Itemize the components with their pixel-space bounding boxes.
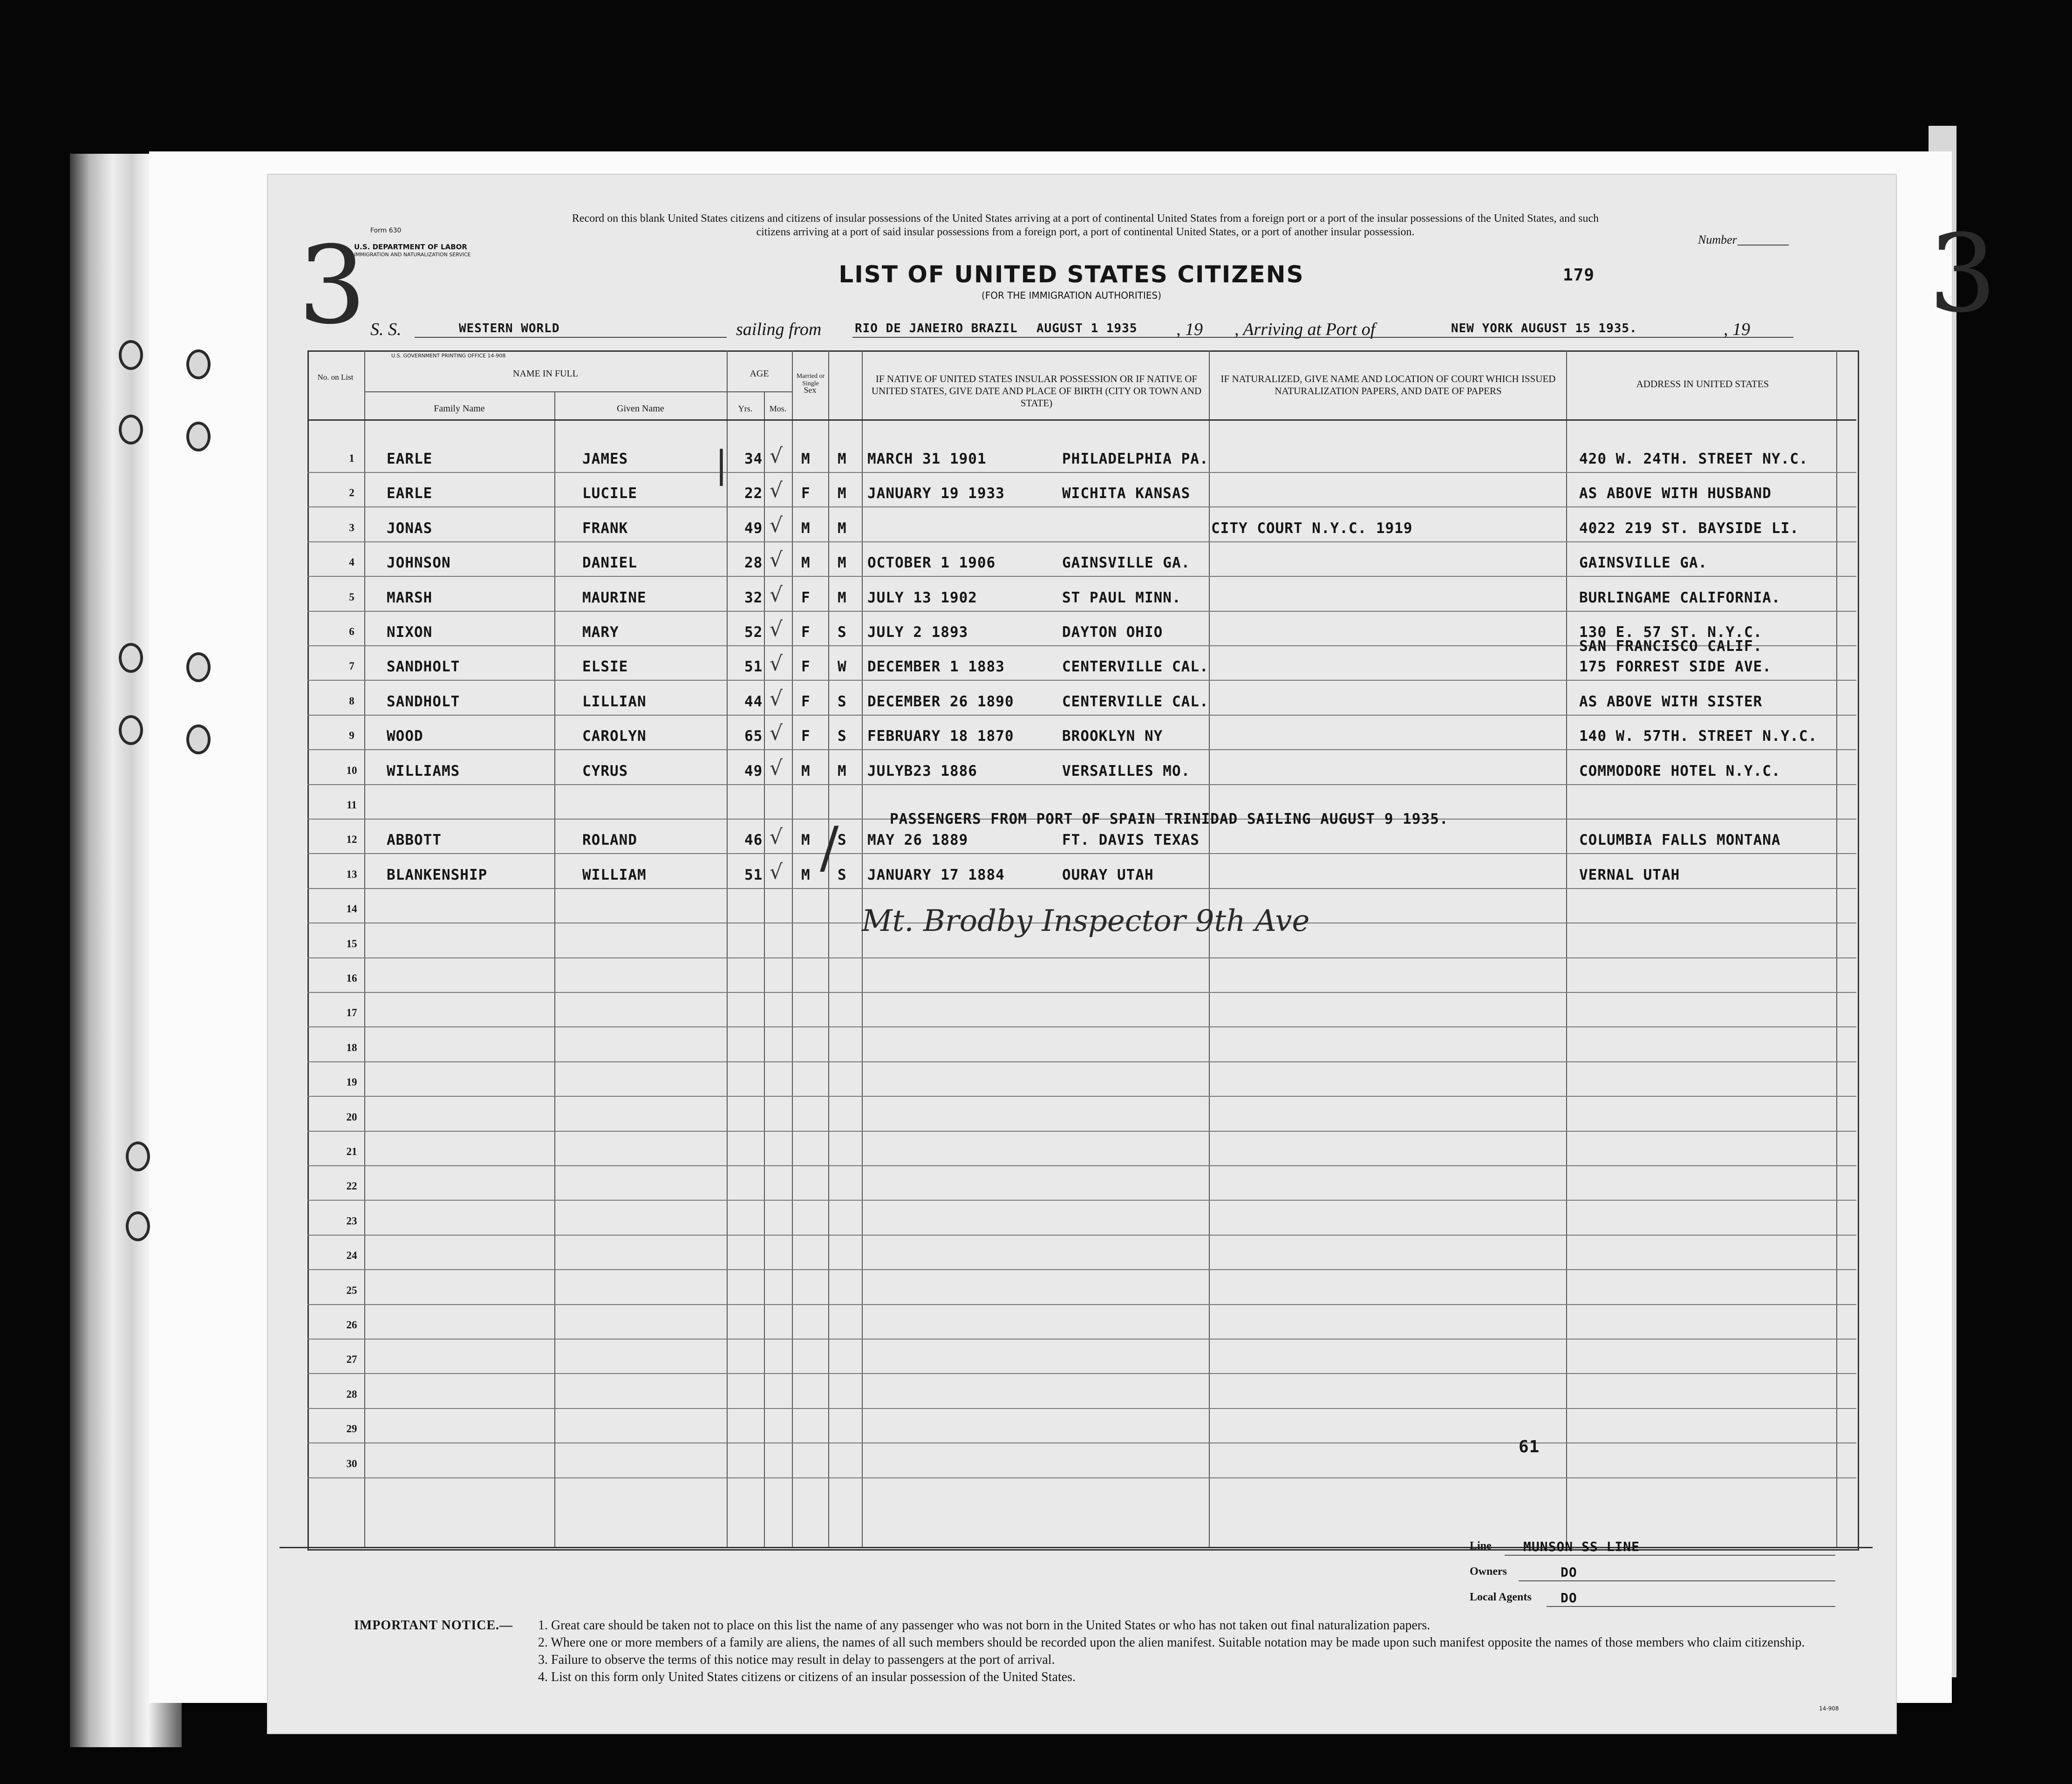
- cell-given: ELSIE: [582, 658, 628, 676]
- header-bottom-rule: [307, 419, 1856, 421]
- owners-fill: [1519, 1580, 1835, 1581]
- row-rule: [307, 1235, 1856, 1236]
- notice-item-2: 2. Where one or more members of a family are aliens, the names of all such members should be recorded upon the alien manifest. Suitable notation may be made upon such manifest opposite the names of those members who claim citizenship.: [538, 1635, 1805, 1650]
- line-value: MUNSON SS LINE: [1523, 1539, 1640, 1554]
- row-number: 1: [349, 452, 354, 464]
- header-no: No. on List: [317, 373, 354, 382]
- row-number: 22: [346, 1180, 357, 1192]
- cell-age: 51: [744, 658, 763, 676]
- check-mark: √: [770, 721, 783, 745]
- check-mark: √: [770, 617, 783, 641]
- punch-hole: [126, 1211, 150, 1241]
- row-rule: [307, 1373, 1856, 1374]
- cell-age: 28: [744, 554, 763, 572]
- cell-family: ABBOTT: [387, 832, 442, 849]
- ss-label: S. S.: [370, 320, 402, 339]
- cell-sex: M: [801, 451, 811, 467]
- cell-bplace: DAYTON OHIO: [1062, 624, 1163, 641]
- cell-bdate: DECEMBER 1 1883: [867, 658, 1005, 676]
- cell-bdate: JULY 13 1902: [867, 589, 977, 606]
- row-number: 5: [349, 591, 354, 603]
- cell-addr: 420 W. 24TH. STREET NY.C.: [1579, 451, 1808, 467]
- owners-value: DO: [1561, 1565, 1577, 1580]
- cell-family: SANDHOLT: [387, 693, 460, 710]
- col-divider: [828, 350, 829, 1548]
- col-divider: [1566, 350, 1567, 1548]
- printing-note: U.S. GOVERNMENT PRINTING OFFICE 14-908: [391, 353, 506, 359]
- check-mark: √: [770, 444, 783, 468]
- check-mark: |: [715, 443, 728, 486]
- department-name: U.S. DEPARTMENT OF LABOR: [354, 243, 467, 251]
- row-rule: [307, 1165, 1856, 1166]
- cell-ms: S: [838, 693, 847, 710]
- cell-family: WILLIAMS: [387, 762, 460, 779]
- check-mark: √: [770, 582, 783, 607]
- row-number: 8: [349, 695, 354, 707]
- row-number: 14: [346, 903, 357, 915]
- header-birth: IF NATIVE OF UNITED STATES INSULAR POSSESSION OR IF NATIVE OF UNITED STATES, GIVE DATE AND PLACE OF BIRTH (CITY OR TOWN AND STATE): [871, 373, 1202, 409]
- row-rule: [307, 888, 1856, 889]
- cell-addr: 175 FORREST SIDE AVE.: [1579, 658, 1772, 676]
- cell-family: EARLE: [387, 485, 433, 502]
- row-rule: [307, 1131, 1856, 1132]
- cell-addr: COLUMBIA FALLS MONTANA: [1579, 832, 1781, 849]
- cell-addr: COMMODORE HOTEL N.Y.C.: [1579, 762, 1781, 779]
- header-age: AGE: [750, 369, 769, 379]
- header-married: Married or Single: [796, 373, 825, 387]
- cell-addr: GAINSVILLE GA.: [1579, 554, 1708, 572]
- cell-family: MARSH: [387, 589, 433, 606]
- cell-ms: S: [838, 728, 847, 745]
- ship-line: [415, 337, 727, 338]
- cell-bplace: CENTERVILLE CAL.: [1062, 658, 1209, 676]
- departure-port: RIO DE JANEIRO BRAZIL: [855, 321, 1018, 335]
- number-label: Number: [1698, 233, 1737, 246]
- header-sex: Sex: [804, 385, 817, 395]
- cell-given: MARY: [582, 624, 619, 641]
- header-address: ADDRESS IN UNITED STATES: [1636, 378, 1769, 390]
- row-rule: [307, 784, 1856, 785]
- header-subrule: [364, 391, 792, 392]
- check-mark: √: [770, 825, 783, 849]
- notice-item-1: 1. Great care should be taken not to place on this list the name of any passenger who was not born in the United States or who has not taken out final naturalization papers.: [538, 1618, 1431, 1633]
- cell-family: NIXON: [387, 624, 433, 641]
- col-divider: [764, 391, 765, 1548]
- cell-bplace: CENTERVILLE CAL.: [1062, 693, 1209, 710]
- cell-given: FRANK: [582, 519, 628, 537]
- row-number: 9: [349, 730, 354, 742]
- row-rule: [307, 472, 1856, 473]
- cell-family: WOOD: [387, 728, 423, 745]
- cell-family: SANDHOLT: [387, 658, 460, 676]
- header-name-in-full: NAME IN FULL: [513, 369, 578, 379]
- cell-given: CYRUS: [582, 762, 628, 779]
- arrival-port-date: NEW YORK AUGUST 15 1935.: [1451, 321, 1637, 335]
- punch-hole: [186, 422, 211, 451]
- row-number: 13: [346, 868, 357, 880]
- check-mark: √: [770, 478, 783, 503]
- page-title: LIST OF UNITED STATES CITIZENS: [838, 261, 1304, 288]
- cell-given: DANIEL: [582, 554, 637, 572]
- cell-sex: M: [801, 762, 811, 779]
- row-rule: [307, 1096, 1856, 1097]
- notice-heading: IMPORTANT NOTICE.—: [354, 1618, 513, 1633]
- punch-hole: [119, 340, 143, 370]
- row-number: 27: [346, 1353, 357, 1366]
- cell-bplace: WICHITA KANSAS: [1062, 485, 1191, 502]
- notice-item-4: 4. List on this form only United States citizens or citizens of an insular possession of the United States.: [538, 1670, 1076, 1684]
- cell-family: EARLE: [387, 451, 433, 467]
- row-number: 23: [346, 1215, 357, 1227]
- col-divider: [554, 391, 555, 1548]
- row-number: 30: [346, 1457, 357, 1470]
- cell-bdate: JANUARY 17 1884: [867, 866, 1005, 883]
- row-rule: [307, 957, 1856, 958]
- cell-addr: VERNAL UTAH: [1579, 866, 1680, 883]
- row-number: 18: [346, 1041, 357, 1053]
- row-number: 28: [346, 1388, 357, 1400]
- cell-age: 32: [744, 589, 763, 606]
- row-rule: [307, 715, 1856, 716]
- cell-bplace: BROOKLYN NY: [1062, 728, 1163, 745]
- cell-sex: F: [801, 589, 811, 606]
- row-rule: [307, 506, 1856, 507]
- row-number: 3: [349, 521, 354, 533]
- punch-hole: [119, 643, 143, 673]
- cell-family: JOHNSON: [387, 554, 451, 572]
- row-rule: [307, 1026, 1856, 1027]
- cell-sex: M: [801, 519, 811, 537]
- punch-hole: [126, 1141, 150, 1171]
- cell-sex: F: [801, 728, 811, 745]
- row-rule: [307, 1339, 1856, 1340]
- row-number: 25: [346, 1284, 357, 1296]
- cell-age: 44: [744, 693, 763, 710]
- row-rule: [307, 541, 1856, 542]
- cell-age: 22: [744, 485, 763, 502]
- agents-value: DO: [1561, 1590, 1577, 1606]
- check-mark: √: [770, 513, 783, 537]
- page-count: 61: [1519, 1437, 1540, 1456]
- row-number: 6: [349, 626, 354, 637]
- check-mark: √: [770, 652, 783, 676]
- row-rule: [307, 749, 1856, 750]
- cell-age: 34: [744, 451, 763, 467]
- cell-given: MAURINE: [582, 589, 647, 606]
- form-number-handwritten: 3: [1929, 212, 1997, 336]
- cell-ms: S: [838, 866, 847, 883]
- check-mark: √: [770, 756, 783, 780]
- cell-bplace: ST PAUL MINN.: [1062, 589, 1181, 606]
- page-subtitle: (FOR THE IMMIGRATION AUTHORITIES): [981, 290, 1162, 301]
- form-code: 14-908: [1819, 1705, 1839, 1712]
- cell-sex: M: [801, 554, 811, 572]
- ship-name: WESTERN WORLD: [459, 321, 560, 335]
- cell-ms: M: [838, 554, 847, 572]
- agents-label: Local Agents: [1470, 1591, 1532, 1603]
- line-label: Line: [1470, 1540, 1492, 1552]
- cell-bdate: JULYB23 1886: [867, 762, 977, 779]
- row-rule: [307, 1477, 1856, 1478]
- punch-hole: [186, 349, 211, 379]
- cell-bplace: GAINSVILLE GA.: [1062, 554, 1191, 572]
- cell-bdate: MARCH 31 1901: [867, 451, 987, 467]
- cell-bdate: DECEMBER 26 1890: [867, 693, 1014, 710]
- cell-age: 52: [744, 624, 763, 641]
- margin-number: 3: [298, 224, 367, 348]
- agents-fill: [1547, 1606, 1835, 1607]
- col-divider: [1836, 350, 1837, 1548]
- cell-bplace: FT. DAVIS TEXAS: [1062, 832, 1200, 849]
- cell-ms: W: [838, 658, 847, 676]
- punch-hole: [119, 715, 143, 745]
- year-suffix-2: , 19: [1724, 320, 1750, 339]
- row-number: 7: [349, 660, 354, 672]
- cell-ms: M: [838, 519, 847, 537]
- row-rule: [307, 1304, 1856, 1305]
- cell-given: JAMES: [582, 451, 628, 467]
- department-block: [354, 244, 471, 258]
- cell-age: 49: [744, 519, 763, 537]
- number-line: [1738, 245, 1789, 246]
- cell-age: 51: [744, 866, 763, 883]
- row-rule: [307, 1269, 1856, 1270]
- cell-addr: BURLINGAME CALIFORNIA.: [1579, 589, 1781, 606]
- row-rule: [307, 1200, 1856, 1201]
- cell-sex: F: [801, 693, 811, 710]
- form-number: Form 630: [370, 227, 402, 234]
- cell-given: LILLIAN: [582, 693, 647, 710]
- cell-ms: S: [838, 832, 847, 849]
- arriving-label: , Arriving at Port of: [1234, 320, 1376, 339]
- cell-sex: F: [801, 658, 811, 676]
- cell-bplace: OURAY UTAH: [1062, 866, 1154, 883]
- cell-addr: 140 W. 57TH. STREET N.Y.C.: [1579, 728, 1818, 745]
- cell-ms: M: [838, 589, 847, 606]
- row-number: 2: [349, 487, 354, 499]
- record-instructions: Record on this blank United States citizens and citizens of insular possessions of the United States arriving at a port of continental United States from a foreign port or a port of the insular possessions of the United States, and such citizens arriving at a port of said insular possessions from a foreign port, a port of continental United States, or a port of another insular possession.: [572, 212, 1599, 238]
- row-number: 16: [346, 972, 357, 984]
- row-rule: [307, 611, 1856, 612]
- notice-item-3: 3. Failure to observe the terms of this notice may result in delay to passengers at the port of arrival.: [538, 1653, 1055, 1667]
- cell-ms: S: [838, 624, 847, 641]
- row-number: 20: [346, 1111, 357, 1123]
- col-divider: [1209, 350, 1210, 1548]
- col-divider: [862, 350, 863, 1548]
- row-number: 29: [346, 1423, 357, 1435]
- cell-given: LUCILE: [582, 485, 637, 502]
- handwritten-note: Mt. Brodby Inspector 9th Ave: [862, 904, 1310, 938]
- cell-bdate: MAY 26 1889: [867, 832, 968, 849]
- cell-sex: M: [801, 832, 811, 849]
- header-family-name: Family Name: [434, 403, 485, 414]
- cell-ms: M: [838, 762, 847, 779]
- important-notice: [354, 1617, 1845, 1686]
- row-rule: [307, 992, 1856, 993]
- row-rule: [307, 576, 1856, 577]
- cell-given: WILLIAM: [582, 866, 647, 883]
- cell-addr: 130 E. 57 ST. N.Y.C.: [1579, 624, 1763, 641]
- cell-sex: M: [801, 866, 811, 883]
- row-number: 15: [346, 937, 357, 950]
- punch-hole: [119, 415, 143, 444]
- cell-given: CAROLYN: [582, 728, 647, 745]
- cell-bdate: JANUARY 19 1933: [867, 485, 1005, 502]
- cell-age: 65: [744, 728, 763, 745]
- line-fill: [1505, 1555, 1835, 1556]
- check-mark: /: [820, 815, 839, 880]
- owners-label: Owners: [1470, 1565, 1507, 1578]
- cell-ms: M: [838, 485, 847, 502]
- cell-bdate: OCTOBER 1 1906: [867, 554, 996, 572]
- service-name: IMMIGRATION AND NATURALIZATION SERVICE: [354, 252, 471, 258]
- header-mos: Mos.: [769, 404, 787, 413]
- row-rule: [307, 1408, 1856, 1409]
- row-number: 21: [346, 1146, 357, 1157]
- header-naturalized: IF NATURALIZED, GIVE NAME AND LOCATION OF COURT WHICH ISSUED NATURALIZATION PAPERS, AND DATE OF PAPERS: [1220, 373, 1556, 396]
- sailing-label: sailing from: [736, 320, 822, 339]
- cell-addr-line2: SAN FRANCISCO CALIF.: [1579, 638, 1763, 655]
- cell-sex: F: [801, 485, 811, 502]
- row-number: 26: [346, 1319, 357, 1331]
- row-rule: [307, 680, 1856, 681]
- cell-addr: AS ABOVE WITH HUSBAND: [1579, 485, 1772, 502]
- cell-age: 49: [744, 762, 763, 779]
- check-mark: √: [770, 548, 783, 572]
- cell-ms: M: [838, 451, 847, 467]
- row-number: 24: [346, 1250, 357, 1262]
- header-given-name: Given Name: [617, 403, 664, 414]
- cell-addr: AS ABOVE WITH SISTER: [1579, 693, 1763, 710]
- cell-bplace: VERSAILLES MO.: [1062, 762, 1191, 779]
- row-number: 10: [346, 764, 357, 776]
- header-yrs: Yrs.: [738, 404, 753, 413]
- row11-note: PASSENGERS FROM PORT OF SPAIN TRINIDAD SAILING AUGUST 9 1935.: [890, 811, 1449, 827]
- col-divider: [727, 350, 728, 1548]
- cell-sex: F: [801, 624, 811, 641]
- cell-bdate: FEBRUARY 18 1870: [867, 728, 1014, 745]
- row-rule: [307, 1442, 1856, 1443]
- row-number: 4: [349, 556, 354, 568]
- check-mark: √: [770, 860, 783, 884]
- departure-date: AUGUST 1 1935: [1036, 321, 1138, 335]
- cell-addr: 4022 219 ST. BAYSIDE LI.: [1579, 519, 1799, 537]
- cell-bdate: JULY 2 1893: [867, 624, 968, 641]
- row-rule: [307, 853, 1856, 854]
- stamp-number: 179: [1563, 266, 1595, 285]
- row-number: 19: [346, 1076, 357, 1088]
- cell-given: ROLAND: [582, 832, 637, 849]
- cell-age: 46: [744, 832, 763, 849]
- col-divider: [792, 350, 793, 1548]
- cell-family: JONAS: [387, 519, 433, 537]
- cell-bplace: PHILADELPHIA PA.: [1062, 451, 1209, 467]
- check-mark: √: [770, 686, 783, 711]
- punch-hole: [186, 725, 211, 754]
- year-suffix-1: , 19: [1176, 320, 1203, 339]
- row-rule: [307, 1061, 1856, 1062]
- row-number: 17: [346, 1007, 357, 1019]
- cell-family: BLANKENSHIP: [387, 866, 488, 883]
- cell-nat: CITY COURT N.Y.C. 1919: [1211, 519, 1413, 537]
- punch-hole: [186, 652, 211, 682]
- row-number: 12: [346, 834, 357, 846]
- row-number: 11: [347, 799, 357, 811]
